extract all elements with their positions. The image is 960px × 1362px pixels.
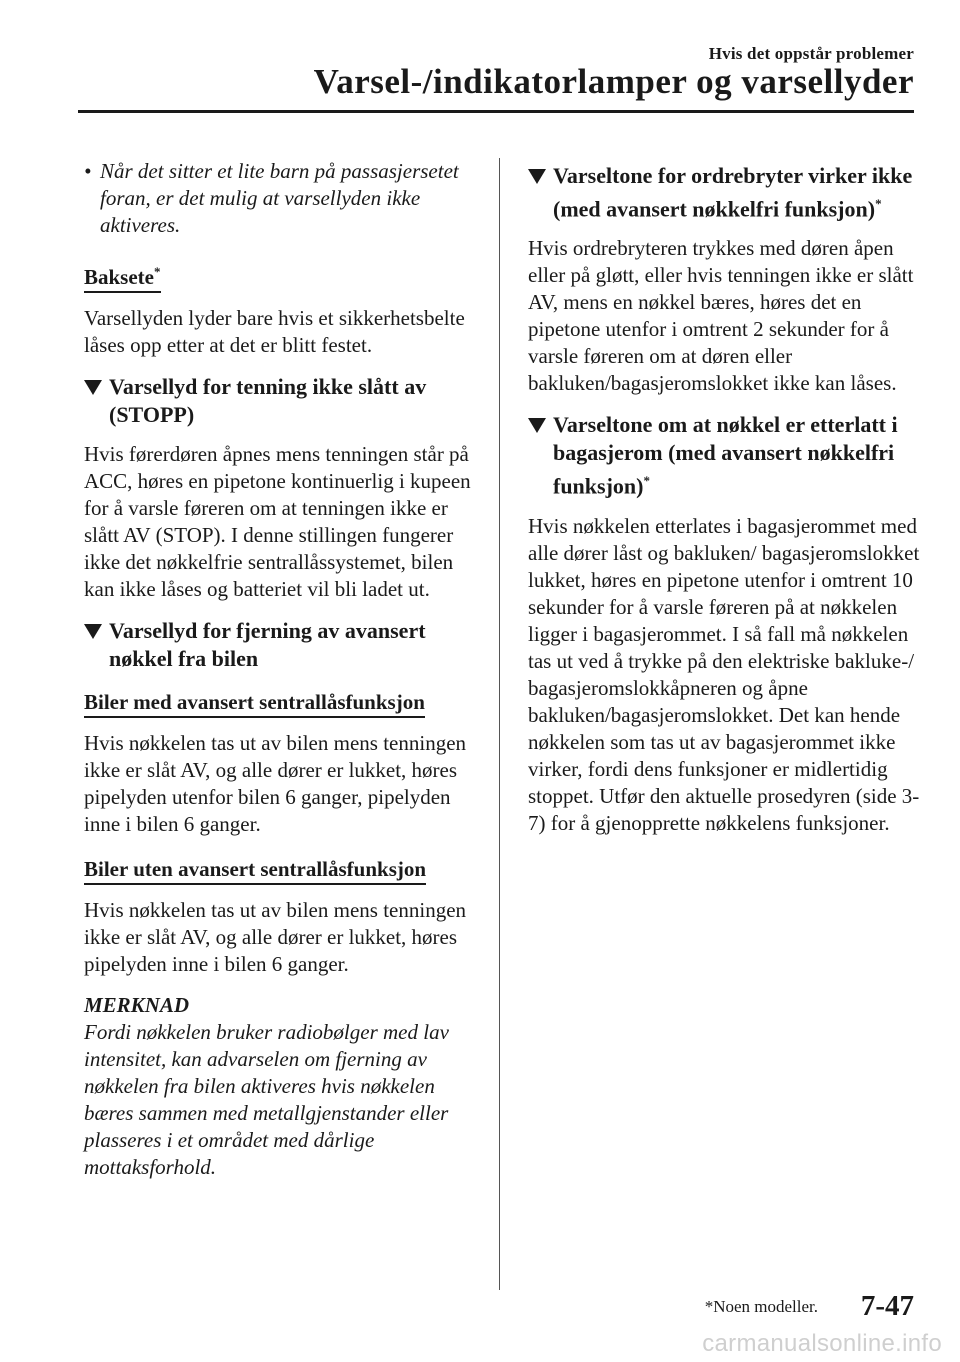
heading-key-removal: Varsellyd for fjerning av avansert nøkkel fra bilen bbox=[84, 617, 476, 673]
page-title: Varsel-/indikatorlamper og varsellyder bbox=[313, 62, 914, 101]
watermark: carmanualsonline.info bbox=[702, 1330, 942, 1357]
bullet-dot-icon: • bbox=[84, 159, 92, 183]
left-column bbox=[84, 158, 476, 1195]
heading-start-button-warning: Varseltone for ordrebryter virker ikke (med avansert nøkkelfri funksjon)* bbox=[528, 162, 920, 223]
asterisk-mark: * bbox=[875, 196, 882, 211]
subheading-baksete: Baksete* bbox=[84, 259, 161, 293]
triangle-marker-icon bbox=[528, 418, 546, 433]
triangle-marker-icon bbox=[528, 169, 546, 184]
column-divider bbox=[499, 158, 500, 1290]
bullet-item bbox=[84, 158, 476, 239]
note-label: MERKNAD bbox=[84, 993, 190, 1017]
header-section: Hvis det oppstår problemer bbox=[708, 44, 914, 63]
paragraph-ignition: Hvis førerdøren åpnes mens tenningen står på ACC, høres en pipetone kontinuerlig i kupeen for å varsle føreren om at tenningen ikke er slått AV (STOP). I denne stillingen fungerer ikke det nøkkelfrie sentrallåssystemet, bilen kan ikke låses og batteriet vil bli ladet ut. bbox=[84, 442, 471, 601]
subheading-with-advanced-lock: Biler med avansert sentrallåsfunksjon bbox=[84, 689, 425, 718]
heading-key-in-trunk: Varseltone om at nøkkel er etterlatt i bagasjerom (med avansert nøkkelfri funksjon)* bbox=[528, 411, 920, 500]
note-text: Fordi nøkkelen bruker radiobølger med lav intensitet, kan advarselen om fjerning av nøkkelen fra bilen aktiveres hvis nøkkelen bæres sammen med metallgjenstander eller plasseres i et området med dårlige mottaksforhold. bbox=[84, 1020, 449, 1179]
triangle-marker-icon bbox=[84, 380, 102, 395]
right-column bbox=[528, 158, 920, 851]
heading-ignition-warning: Varsellyd for tenning ikke slått av (STOPP) bbox=[84, 373, 476, 429]
bullet-text: Når det sitter et lite barn på passasjersetet foran, er det mulig at varsellyden ikke aktiveres. bbox=[100, 159, 459, 237]
page-number: 7-47 bbox=[860, 1290, 914, 1322]
asterisk-mark: * bbox=[154, 264, 161, 279]
paragraph-without-advanced-lock: Hvis nøkkelen tas ut av bilen mens tenningen ikke er slåt AV, og alle dører er lukket, høres pipelyden inne i bilen 6 ganger. bbox=[84, 898, 467, 976]
paragraph-with-advanced-lock: Hvis nøkkelen tas ut av bilen mens tenningen ikke er slåt AV, og alle dører er lukket, høres pipelyden utenfor bilen 6 ganger, pipelyden inne i bilen 6 ganger. bbox=[84, 731, 467, 836]
triangle-marker-icon bbox=[84, 624, 102, 639]
subheading-without-advanced-lock: Biler uten avansert sentrallåsfunksjon bbox=[84, 856, 426, 885]
paragraph-baksete: Varsellyden lyder bare hvis et sikkerhetsbelte låses opp etter at det er blitt festet. bbox=[84, 306, 465, 357]
paragraph-start-button: Hvis ordrebryteren trykkes med døren åpen eller på gløtt, eller hvis tenningen ikke er slått AV, mens en nøkkel bæres, høres det en pipetone utenfor i omtrent 2 sekunder for å varsle føreren om at døren eller bakluken/bagasjeromslokket ikke kan låses. bbox=[528, 236, 914, 396]
footer-note: *Noen modeller. bbox=[704, 1297, 818, 1316]
paragraph-key-in-trunk: Hvis nøkkelen etterlates i bagasjerommet med alle dører låst og bakluken/ bagasjeromslokket lukket, høres en pipetone utenfor i omtrent 10 sekunder for å varsle føreren på at nøkkelen ligger i bagasjerommet. I så fall må nøkkelen tas ut ved å trykke på den elektriske bakluke-/ bagasjeromslokkåpneren og åpne bakluken/bagasjeromslokket. Det kan hende nøkkelen som tas ut av bagasjerommet ikke virker, fordi dens funksjoner er midlertidig stoppet. Utfør den aktuelle prosedyren (side 3-7) for å gjenopprette nøkkelens funksjoner. bbox=[528, 513, 920, 835]
header-rule bbox=[78, 110, 914, 113]
asterisk-mark: * bbox=[643, 473, 650, 489]
